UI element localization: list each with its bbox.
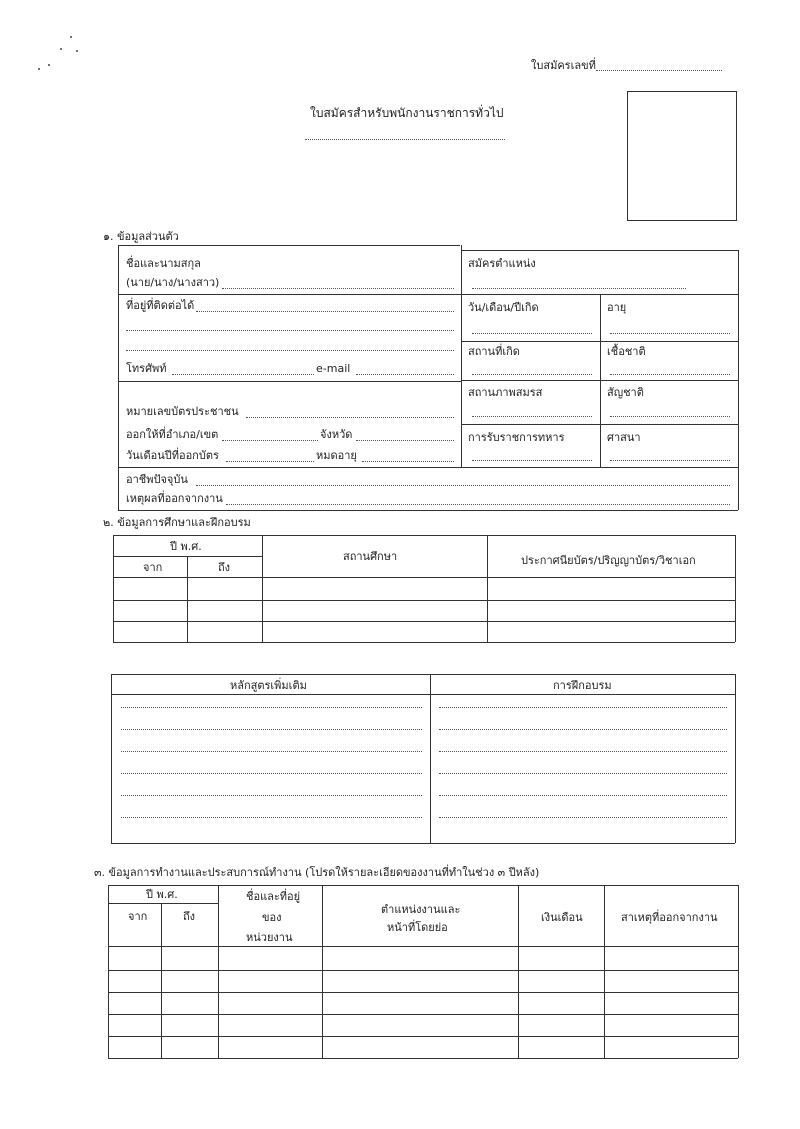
course-table-bottom [111,843,735,844]
military-field[interactable] [472,460,592,461]
application-no-field[interactable] [596,70,722,71]
issue-date-label: วันเดือนปีที่ออกบัตร [126,449,219,462]
address-label: ที่อยู่ที่ติดต่อได้ [126,299,195,312]
email-label: e-mail [316,362,351,375]
course-line[interactable] [121,751,422,752]
photo-box[interactable] [627,91,737,221]
s1-right-col-divider [600,294,601,467]
s1-outer-bottom [118,510,738,511]
training-line[interactable] [439,817,727,818]
work-col-salary-end [604,885,605,1058]
issue-date-field[interactable] [226,461,314,462]
s1-border-left [118,245,119,510]
section2-title: ๒. ข้อมูลการศึกษาและฝึกอบรม [103,516,251,529]
id-card-field[interactable] [246,417,454,418]
birth-date-field[interactable] [472,333,592,334]
scan-speck [70,36,72,38]
s1-border-top-right [461,250,738,251]
course-line[interactable] [121,817,422,818]
course-header-bottom [111,694,735,695]
work-from-header: จาก [128,910,148,923]
edu-row-2 [113,621,735,622]
edu-table-bottom [113,642,735,643]
work-row-1 [108,970,738,971]
work-row-4 [108,1036,738,1037]
course-table-top [111,674,735,675]
issued-at-label: ออกให้ที่อำเภอ/เขต [126,428,219,441]
training-line[interactable] [439,729,727,730]
training-line[interactable] [439,751,727,752]
expiry-label: หมดอายุ [316,449,357,462]
course-col-mid [430,674,431,843]
s1-row1-bottom [118,294,738,295]
position-label: สมัครตำแหน่ง [468,257,536,270]
work-year-split [108,903,218,904]
work-year-header: ปี พ.ศ. [146,888,178,901]
work-position-header-1: ตำแหน่งงานและ [381,903,461,916]
work-salary-header: เงินเดือน [541,911,583,924]
address-field-1[interactable] [196,311,454,312]
work-col-right [738,885,739,1058]
address-field-2[interactable] [126,330,454,331]
work-table-bottom [108,1058,738,1059]
work-org-header-2: ของ [262,911,282,924]
edu-row-1 [113,600,735,601]
military-label: การรับราชการทหาร [468,431,565,444]
application-no-label: ใบสมัครเลขที่ [531,59,596,72]
prefix-label: (นาย/นาง/นางสาว) [126,276,220,289]
work-col-year-end [218,885,219,1058]
edu-col-left [113,535,114,642]
work-row-3 [108,1014,738,1015]
id-card-label: หมายเลขบัตรประชาชน [126,405,239,418]
training-header: การฝึกอบรม [553,679,612,692]
edu-year-header: ปี พ.ศ. [170,540,202,553]
province-label: จังหวัด [320,428,353,441]
work-org-header-3: หน่วยงาน [246,931,293,944]
course-col-left [111,674,112,843]
scan-speck [60,48,62,50]
ethnicity-label: เชื้อชาติ [607,345,646,358]
marital-status-field[interactable] [472,416,592,417]
religion-field[interactable] [610,460,730,461]
form-title-line [305,139,505,140]
nationality-field[interactable] [610,416,730,417]
birth-place-label: สถานที่เกิด [468,345,520,358]
address-field-3[interactable] [126,350,454,351]
edu-col-from-to [187,556,188,642]
course-line[interactable] [121,707,422,708]
occupation-field[interactable] [196,485,730,486]
course-line[interactable] [121,795,422,796]
religion-label: ศาสนา [607,431,641,444]
section3-title: ๓. ข้อมูลการทำงานและประสบการณ์ทำงาน (โปรดให้รายละเอียดของงานที่ทำในช่วง ๓ ปีหลัง) [94,866,540,879]
nationality-label: สัญชาติ [607,386,644,399]
work-org-header-1: ชื่อและที่อยู่ [246,890,301,903]
work-header-bottom [108,946,738,947]
edu-col-right [735,535,736,642]
work-position-header-2: หน้าที่โดยย่อ [387,921,448,934]
s1-border-top-left [118,245,460,246]
section1-title: ๑. ข้อมูลส่วนตัว [103,230,179,243]
full-name-label: ชื่อและนามสกุล [126,257,201,270]
work-row-2 [108,992,738,993]
issued-at-field[interactable] [222,440,318,441]
work-to-header: ถึง [183,910,196,923]
edu-col-year-end [262,535,263,642]
edu-col-inst-end [487,535,488,642]
birth-place-field[interactable] [472,374,592,375]
province-field[interactable] [356,440,454,441]
marital-status-label: สถานภาพสมรส [468,386,543,399]
work-reason-header: สาเหตุที่ออกจากงาน [621,911,718,924]
s1-middle-divider [461,245,462,467]
course-line[interactable] [121,773,422,774]
s1-border-right [738,250,739,510]
ethnicity-field[interactable] [610,374,730,375]
work-col-position-end [518,885,519,1058]
s1-row-bottom [118,467,738,468]
training-line[interactable] [439,795,727,796]
phone-field[interactable] [172,374,314,375]
expiry-field[interactable] [362,461,454,462]
edu-to-header: ถึง [218,561,231,574]
occupation-label: อาชีพปัจจุบัน [126,473,188,486]
phone-label: โทรศัพท์ [126,362,167,375]
age-field[interactable] [610,333,730,334]
course-line[interactable] [121,729,422,730]
position-field[interactable] [472,288,686,289]
edu-certificate-header: ประกาศนียบัตร/ปริญญาบัตร/วิชาเอก [521,554,696,567]
age-label: อายุ [607,301,627,314]
edu-from-header: จาก [143,561,163,574]
edu-table-top [113,535,735,536]
work-col-from-to [161,903,162,1058]
work-col-left [108,885,109,1058]
full-name-field[interactable] [222,288,454,289]
training-line[interactable] [439,707,727,708]
scan-speck [76,50,78,52]
work-table-top [108,885,738,886]
s1-left-row-split [118,381,461,382]
scan-speck [48,64,50,66]
form-title: ใบสมัครสำหรับพนักงานราชการทั่วไป [310,106,504,120]
edu-header-bottom [113,577,735,578]
leave-reason-label: เหตุผลที่ออกจากงาน [126,492,223,505]
training-line[interactable] [439,773,727,774]
course-header: หลักสูตรเพิ่มเติม [230,679,307,692]
work-col-org-end [322,885,323,1058]
edu-institution-header: สถานศึกษา [343,550,398,563]
birth-date-label: วัน/เดือน/ปีเกิด [468,301,539,314]
scan-speck [38,68,40,70]
course-col-right [735,674,736,843]
email-field[interactable] [356,374,454,375]
leave-reason-field[interactable] [226,504,730,505]
